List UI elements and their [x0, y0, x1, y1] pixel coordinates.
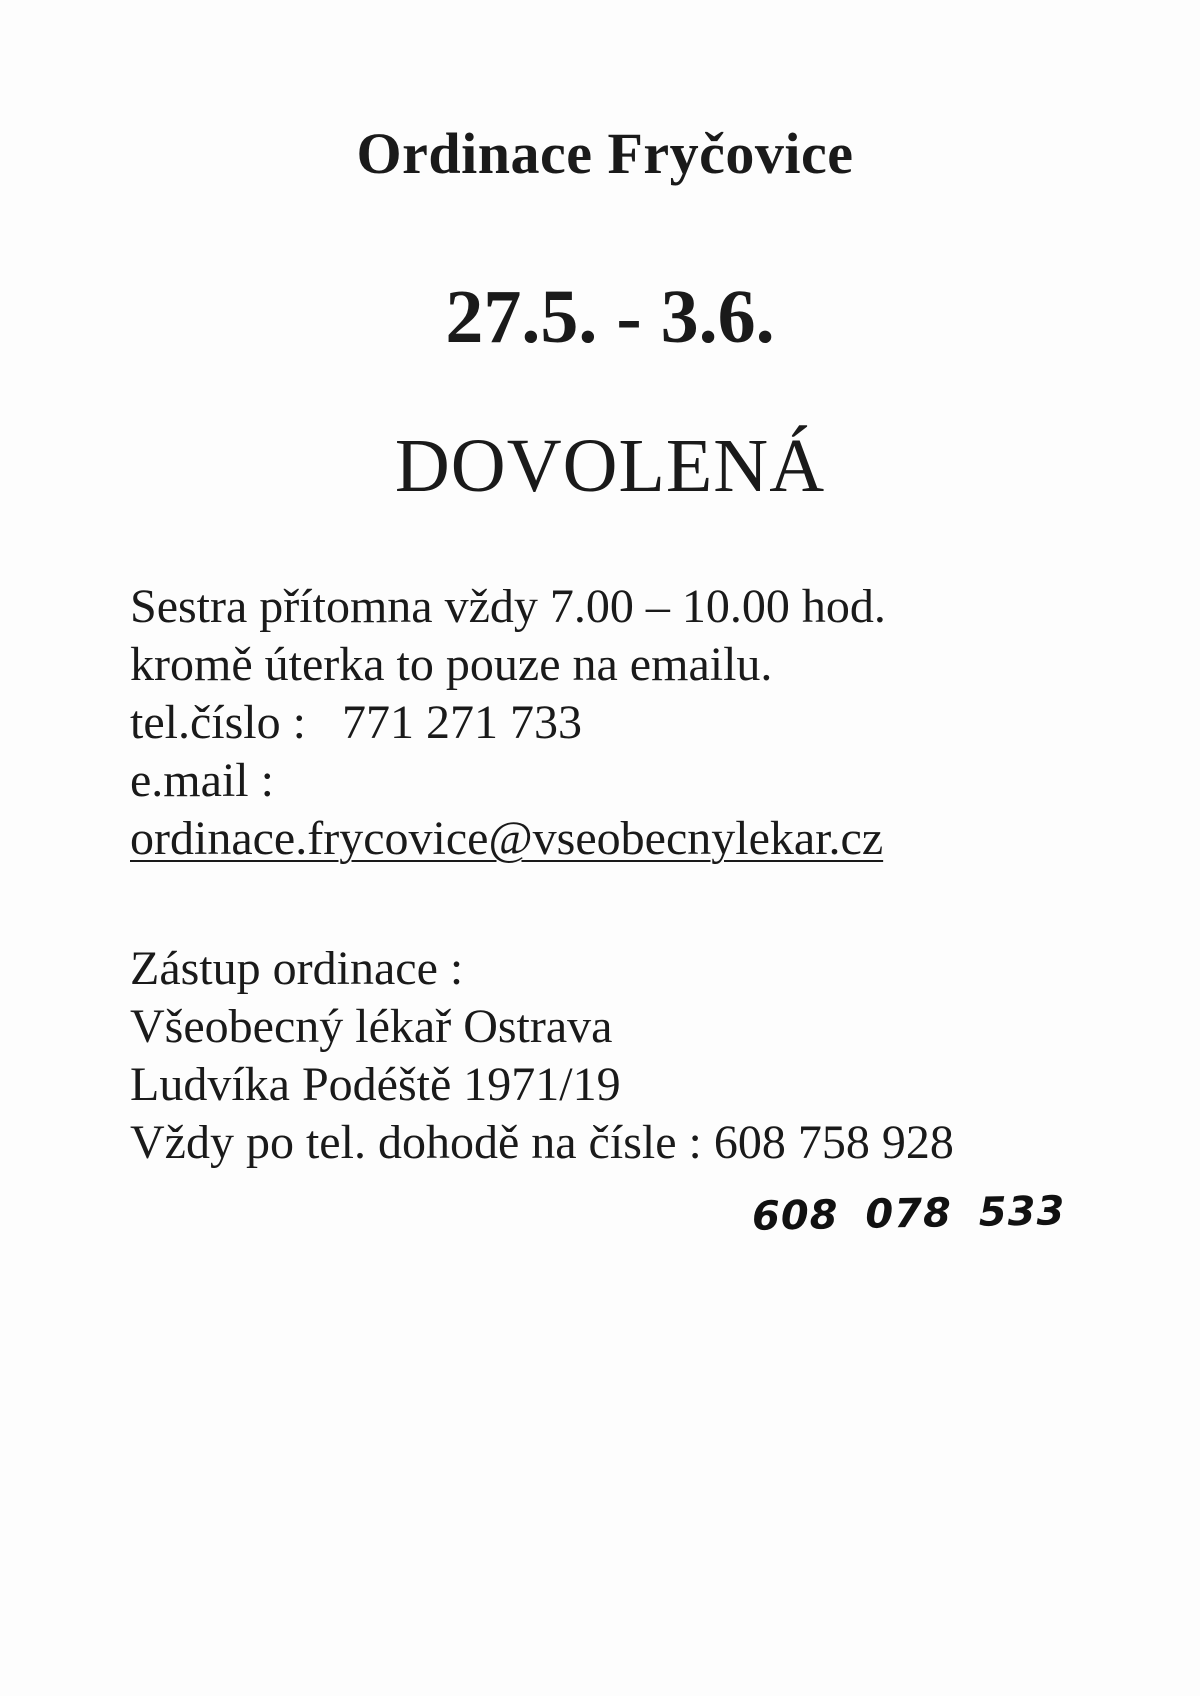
nurse-hours: Sestra přítomna vždy 7.00 – 10.00 hod.	[130, 580, 886, 633]
nurse-exception: kromě úterka to pouze na emailu.	[130, 638, 773, 691]
substitute-address: Ludvíka Podéště 1971/19	[130, 1058, 621, 1111]
page-title: Ordinace Fryčovice	[356, 121, 854, 186]
email-row	[130, 810, 886, 868]
phone-label: tel.číslo :	[130, 696, 306, 749]
substitute-info	[130, 940, 954, 1172]
nurse-phone-row	[130, 694, 886, 752]
phone-number: 771 271 733	[341, 696, 582, 749]
email-link[interactable]: ordinace.frycovice@vseobecnylekar.cz	[130, 812, 884, 865]
substitute-phone-line: Vždy po tel. dohodě na čísle : 608 758 928	[130, 1116, 954, 1169]
substitute-name: Všeobecný lékař Ostrava	[130, 1000, 613, 1053]
substitute-label: Zástup ordinace :	[130, 942, 464, 995]
vacation-dates: 27.5. - 3.6.	[445, 275, 775, 359]
handwritten-phone-number: 608 078 533	[751, 1188, 1066, 1240]
email-label: e.mail :	[130, 754, 274, 807]
vacation-heading: DOVOLENÁ	[394, 424, 826, 508]
nurse-info	[130, 578, 886, 868]
